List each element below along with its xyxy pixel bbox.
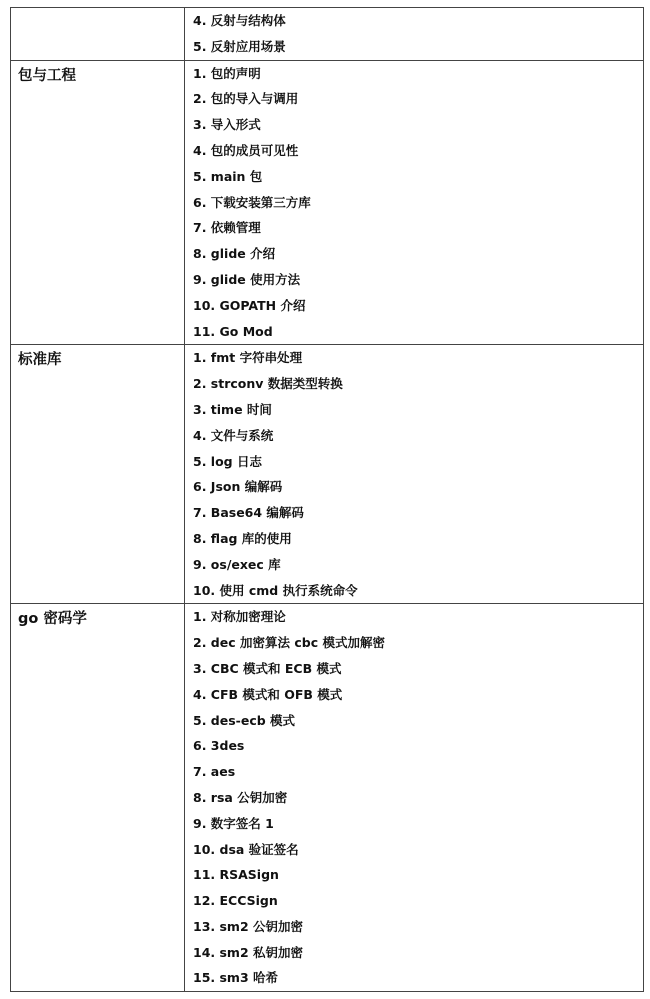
table-row-stdlib [11,345,644,604]
topic-cell [11,60,185,345]
items-cell [185,604,644,992]
list-item: 1. 包的声明 [193,65,261,81]
list-item: 13. sm2 公钥加密 [193,918,304,934]
list-item: 4. 文件与系统 [193,427,274,443]
topic-cell [11,8,185,61]
list-item: 7. Base64 编解码 [193,505,304,521]
item-list [185,8,643,60]
list-item: 5. log 日志 [193,453,262,469]
list-item: 3. CBC 模式和 ECB 模式 [193,660,342,676]
list-item: 8. glide 介绍 [193,246,276,262]
list-item: 3. time 时间 [193,401,272,417]
list-item: 2. dec 加密算法 cbc 模式加解密 [193,635,385,651]
items-cell [185,345,644,604]
list-item: 9. os/exec 库 [193,556,281,572]
list-item: 11. RSASign [193,867,279,883]
list-item: 2. 包的导入与调用 [193,91,299,107]
topic-name: 标准库 [18,352,62,369]
list-item: 14. sm2 私钥加密 [193,944,304,960]
item-list [185,345,643,603]
list-item: 10. 使用 cmd 执行系统命令 [193,582,358,598]
list-item: 1. fmt 字符串处理 [193,350,303,366]
table-row-cryptography [11,604,644,992]
table-row-reflection [11,8,644,61]
list-item: 12. ECCSign [193,893,278,909]
list-item: 9. glide 使用方法 [193,271,301,287]
list-item: 6. Json 编解码 [193,479,283,495]
course-outline-table [10,7,644,992]
course-outline-body [11,8,644,992]
items-cell [185,60,644,345]
list-item: 8. flag 库的使用 [193,530,292,546]
list-item: 4. CFB 模式和 OFB 模式 [193,686,343,702]
list-item: 3. 导入形式 [193,117,261,133]
list-item: 4. 包的成员可见性 [193,142,299,158]
list-item: 7. aes [193,764,236,780]
list-item: 10. dsa 验证签名 [193,841,299,857]
list-item: 5. main 包 [193,168,263,184]
item-list [185,604,643,991]
topic-name [11,8,184,14]
list-item: 2. strconv 数据类型转换 [193,376,343,392]
list-item: 4. 反射与结构体 [193,13,286,28]
topic-name: go 密码学 [18,611,87,628]
list-item: 1. 对称加密理论 [193,609,286,625]
topic-name: 包与工程 [18,67,76,84]
topic-cell [11,345,185,604]
list-item: 5. 反射应用场景 [193,38,286,54]
list-item: 6. 下载安装第三方库 [193,194,311,210]
items-cell [185,8,644,61]
table-row-packages [11,60,644,345]
list-item: 15. sm3 哈希 [193,970,279,986]
item-list [185,61,643,345]
list-item: 7. 依赖管理 [193,220,261,236]
list-item: 8. rsa 公钥加密 [193,789,288,805]
list-item: 5. des-ecb 模式 [193,712,296,728]
list-item: 11. Go Mod [193,323,273,339]
list-item: 9. 数字签名 1 [193,815,274,831]
topic-cell [11,604,185,992]
list-item: 6. 3des [193,738,245,754]
list-item: 10. GOPATH 介绍 [193,297,306,313]
